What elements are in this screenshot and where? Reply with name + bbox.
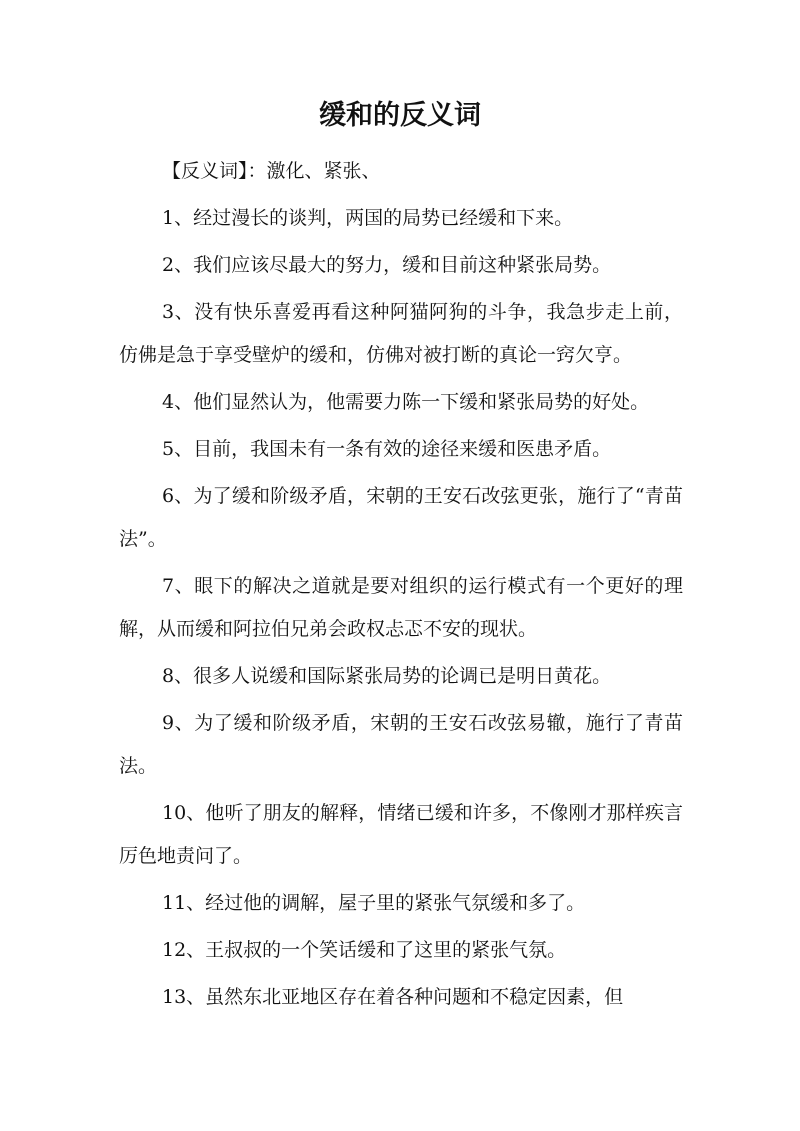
- paragraph-example-4: 4、他们显然认为，他需要力陈一下缓和紧张局势的好处。: [162, 391, 650, 413]
- paragraph-example-11: 11、经过他的调解，屋子里的紧张气氛缓和多了。: [162, 892, 586, 914]
- paragraph-example-12: 12、王叔叔的一个笑话缓和了这里的紧张气氛。: [162, 939, 567, 961]
- paragraph-example-7: 7、眼下的解决之道就是要对组织的运行模式有一个更好的理解，从而缓和阿拉伯兄弟会政权忐忑不安的现状。: [119, 575, 683, 640]
- paragraph-antonyms: 【反义词】：激化、紧张、: [162, 160, 381, 182]
- paragraph-example-5: 5、目前，我国未有一条有效的途径来缓和医患矛盾。: [162, 438, 612, 460]
- paragraph-example-13: 13、虽然东北亚地区存在着各种问题和不稳定因素，但: [162, 986, 624, 1008]
- paragraph-example-10: 10、他听了朋友的解释，情绪已缓和许多，不像刚才那样疾言厉色地责问了。: [119, 802, 683, 867]
- paragraph-example-2: 2、我们应该尽最大的努力，缓和目前这种紧张局势。: [162, 254, 612, 276]
- paragraph-example-3: 3、没有快乐喜爱再看这种阿猫阿狗的斗争，我急步走上前，仿佛是急于享受壁炉的缓和，仿佛对被打断的真论一窍欠亨。: [119, 301, 683, 366]
- document-body: [119, 150, 683, 1023]
- paragraph-example-9: 9、为了缓和阶级矛盾，宋朝的王安石改弦易辙，施行了青苗法。: [119, 712, 683, 777]
- paragraph-example-8: 8、很多人说缓和国际紧张局势的论调已是明日黄花。: [162, 665, 612, 687]
- document-title: 缓和的反义词: [319, 100, 481, 131]
- paragraph-example-6: 6、为了缓和阶级矛盾，宋朝的王安石改弦更张，施行了“青苗法”。: [119, 485, 683, 550]
- paragraph-example-1: 1、经过漫长的谈判，两国的局势已经缓和下来。: [162, 207, 574, 229]
